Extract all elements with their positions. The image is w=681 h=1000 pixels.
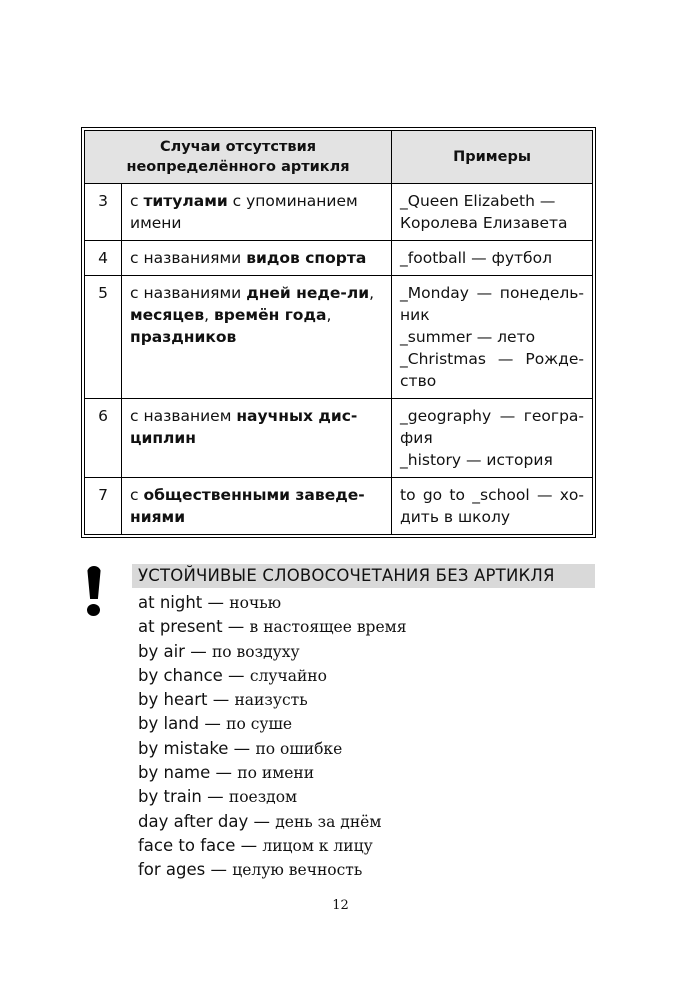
phrase-russian: наизусть xyxy=(234,691,308,710)
table-row xyxy=(85,276,593,399)
page-number: 12 xyxy=(332,898,349,913)
table-row xyxy=(85,241,593,276)
table-row xyxy=(85,184,593,241)
row-examples xyxy=(392,184,593,241)
row-number: 6 xyxy=(85,399,122,478)
phrase-english: by land xyxy=(138,714,200,734)
phrase-russian: по суше xyxy=(226,715,293,734)
condition-emphasis: титулами xyxy=(143,192,228,210)
row-examples xyxy=(392,399,593,478)
phrase-dash: — xyxy=(235,835,263,855)
exclamation-icon xyxy=(83,566,105,616)
phrase-russian: по имени xyxy=(237,764,315,783)
phrase-list xyxy=(138,591,406,883)
phrase-dash: — xyxy=(184,641,212,661)
example-line: фия xyxy=(400,429,433,447)
phrase-dash: — xyxy=(228,738,256,758)
example-line: _Monday — понедель- xyxy=(400,284,584,302)
condition-emphasis: месяцев xyxy=(130,306,205,324)
example-line: дить в школу xyxy=(400,508,511,526)
phrase-english: face to face xyxy=(138,835,236,855)
phrase-russian: лицом к лицу xyxy=(262,836,373,855)
condition-emphasis: дней неде-ли xyxy=(246,284,370,302)
table-body xyxy=(85,184,593,535)
phrase-english: by heart xyxy=(138,690,208,710)
phrase-russian: в настоящее время xyxy=(249,618,407,637)
condition-emphasis: времён года xyxy=(214,306,327,324)
header-examples: Примеры xyxy=(392,131,593,184)
condition-emphasis: видов спорта xyxy=(246,249,367,267)
row-examples xyxy=(392,241,593,276)
phrase-dash: — xyxy=(210,763,238,783)
table-header-row xyxy=(85,131,593,184)
row-condition xyxy=(122,478,392,535)
example-line: _summer — лето xyxy=(400,328,536,346)
phrase-russian: по воздуху xyxy=(211,642,300,661)
example-line: _Christmas — Рожде- xyxy=(400,350,584,368)
phrase-english: at night xyxy=(138,593,203,612)
condition-emphasis: праздников xyxy=(130,328,237,346)
row-number: 7 xyxy=(85,478,122,535)
phrase-dash: — xyxy=(207,690,235,710)
phrase-english: by name xyxy=(138,763,211,783)
phrase-item xyxy=(138,737,406,761)
articles-table-frame xyxy=(81,127,596,538)
row-condition xyxy=(122,184,392,241)
phrase-dash: — xyxy=(201,787,229,807)
phrase-item xyxy=(138,664,406,688)
phrase-item xyxy=(138,810,406,834)
row-number: 4 xyxy=(85,241,122,276)
phrase-russian: случайно xyxy=(249,666,327,685)
example-line: _football — футбол xyxy=(400,249,552,267)
articles-table xyxy=(84,130,593,535)
example-line: _geography — геогра- xyxy=(400,407,584,425)
exclamation-dot xyxy=(87,604,100,616)
header-cases-line1: Случаи отсутствия xyxy=(159,139,317,155)
phrase-item xyxy=(138,688,406,712)
exclamation-bar xyxy=(87,566,101,599)
condition-emphasis: общественными заведе-ниями xyxy=(130,486,365,526)
phrase-russian: целую вечность xyxy=(232,861,363,880)
phrase-dash: — xyxy=(222,665,250,685)
example-line: _Queen Elizabeth — xyxy=(400,192,556,210)
condition-text: с xyxy=(130,486,144,504)
header-cases-line2: неопределённого артикля xyxy=(126,159,350,175)
phrase-russian: день за днём xyxy=(275,812,382,831)
phrase-dash: — xyxy=(202,593,230,612)
phrase-dash: — xyxy=(222,617,250,637)
condition-text: с названиями xyxy=(130,249,247,267)
phrase-english: day after day xyxy=(138,811,249,831)
phrase-russian: ночью xyxy=(229,594,282,612)
condition-emphasis: научных дис-циплин xyxy=(130,407,358,447)
condition-text: с названиями xyxy=(130,284,247,302)
example-line: ник xyxy=(400,306,430,324)
condition-text: , xyxy=(326,306,332,324)
example-line: ство xyxy=(400,372,437,390)
phrase-item xyxy=(138,712,406,736)
row-examples xyxy=(392,478,593,535)
phrase-item xyxy=(138,615,406,639)
phrase-item xyxy=(138,591,406,615)
phrase-english: by chance xyxy=(138,665,223,685)
row-number: 3 xyxy=(85,184,122,241)
phrase-russian: поездом xyxy=(228,788,298,807)
phrase-item xyxy=(138,785,406,809)
row-condition xyxy=(122,399,392,478)
phrase-item xyxy=(138,640,406,664)
row-examples xyxy=(392,276,593,399)
example-line: _history — история xyxy=(400,451,553,469)
condition-text: с названием xyxy=(130,407,237,425)
phrase-dash: — xyxy=(205,860,233,880)
phrase-english: by air xyxy=(138,641,185,661)
phrase-english: for ages xyxy=(138,860,206,880)
table-row xyxy=(85,478,593,535)
condition-text: с упоминанием имени xyxy=(130,192,358,232)
phrase-english: by train xyxy=(138,787,202,807)
row-condition xyxy=(122,241,392,276)
phrase-item xyxy=(138,858,406,882)
table-row xyxy=(85,399,593,478)
phrase-english: by mistake xyxy=(138,738,229,758)
phrase-item xyxy=(138,761,406,785)
section-heading: УСТОЙЧИВЫЕ СЛОВОСОЧЕТАНИЯ БЕЗ АРТИКЛЯ xyxy=(132,564,595,588)
condition-text: , xyxy=(204,306,214,324)
phrase-dash: — xyxy=(248,811,276,831)
condition-text: с xyxy=(130,192,144,210)
phrase-english: at present xyxy=(138,617,223,637)
phrase-russian: по ошибке xyxy=(255,739,343,758)
condition-text: , xyxy=(369,284,375,302)
example-line: to go to _school — хо- xyxy=(400,486,584,504)
example-line: Королева Елизавета xyxy=(400,214,568,232)
header-cases xyxy=(85,131,392,184)
phrase-item xyxy=(138,834,406,858)
phrase-dash: — xyxy=(199,714,227,734)
row-number: 5 xyxy=(85,276,122,399)
row-condition xyxy=(122,276,392,399)
